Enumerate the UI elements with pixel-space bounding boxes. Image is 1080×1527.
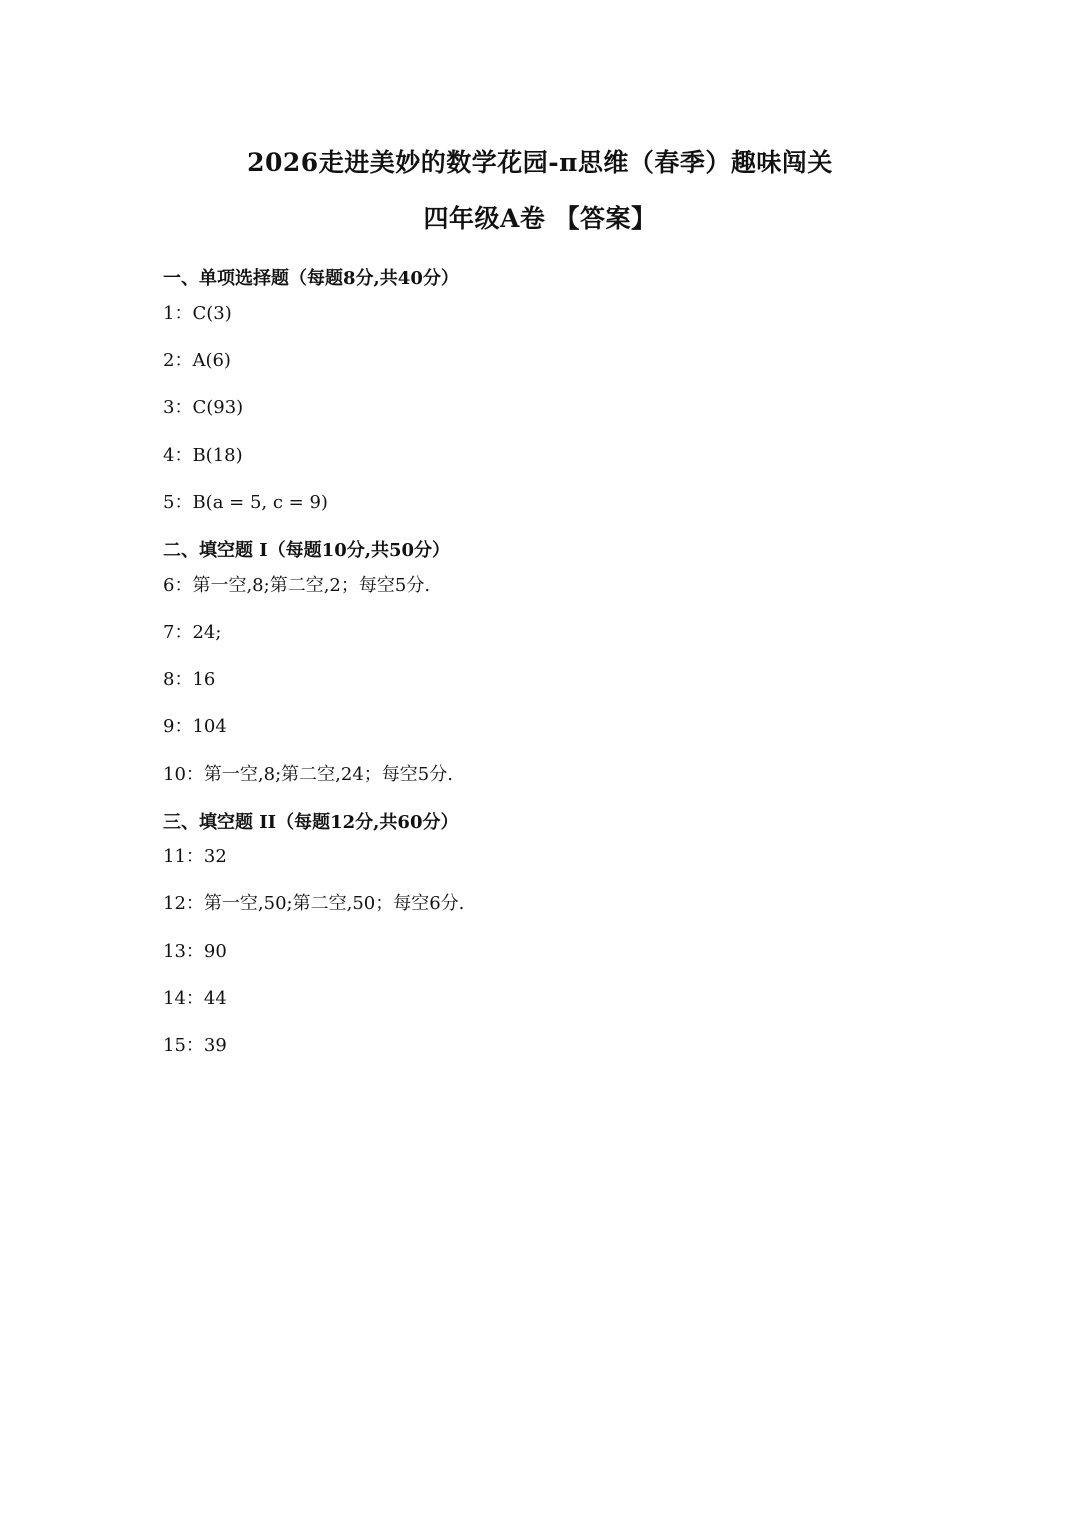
answer-item: 3：C(93) (163, 397, 244, 418)
answer-item: 2：A(6) (163, 350, 231, 371)
answer-item: 13：90 (163, 941, 227, 962)
answer-item: 11：32 (163, 846, 227, 867)
answer-item: 15：39 (163, 1035, 227, 1056)
section-heading-fill-blank-2: 三、填空题 II（每题12分,共60分） (163, 812, 459, 833)
section-heading-single-choice: 一、单项选择题（每题8分,共40分） (163, 268, 459, 289)
document-title: 2026走进美妙的数学花园-π思维（春季）趣味闯关 (247, 148, 833, 177)
answer-item: 1：C(3) (163, 303, 232, 324)
document-subtitle: 四年级A卷 【答案】 (423, 204, 657, 233)
answer-item: 12：第一空,50;第二空,50；每空6分. (163, 893, 465, 914)
answer-item: 9：104 (163, 716, 227, 737)
answer-item: 4：B(18) (163, 445, 243, 466)
section-heading-fill-blank-1: 二、填空题 I（每题10分,共50分） (163, 540, 451, 561)
answer-item: 10：第一空,8;第二空,24；每空5分. (163, 764, 453, 785)
answer-item: 6：第一空,8;第二空,2；每空5分. (163, 575, 431, 596)
answer-item: 7：24; (163, 622, 222, 643)
answer-item: 5：B(a = 5, c = 9) (163, 492, 328, 513)
answer-item: 8：16 (163, 669, 216, 690)
answer-item: 14：44 (163, 988, 227, 1009)
